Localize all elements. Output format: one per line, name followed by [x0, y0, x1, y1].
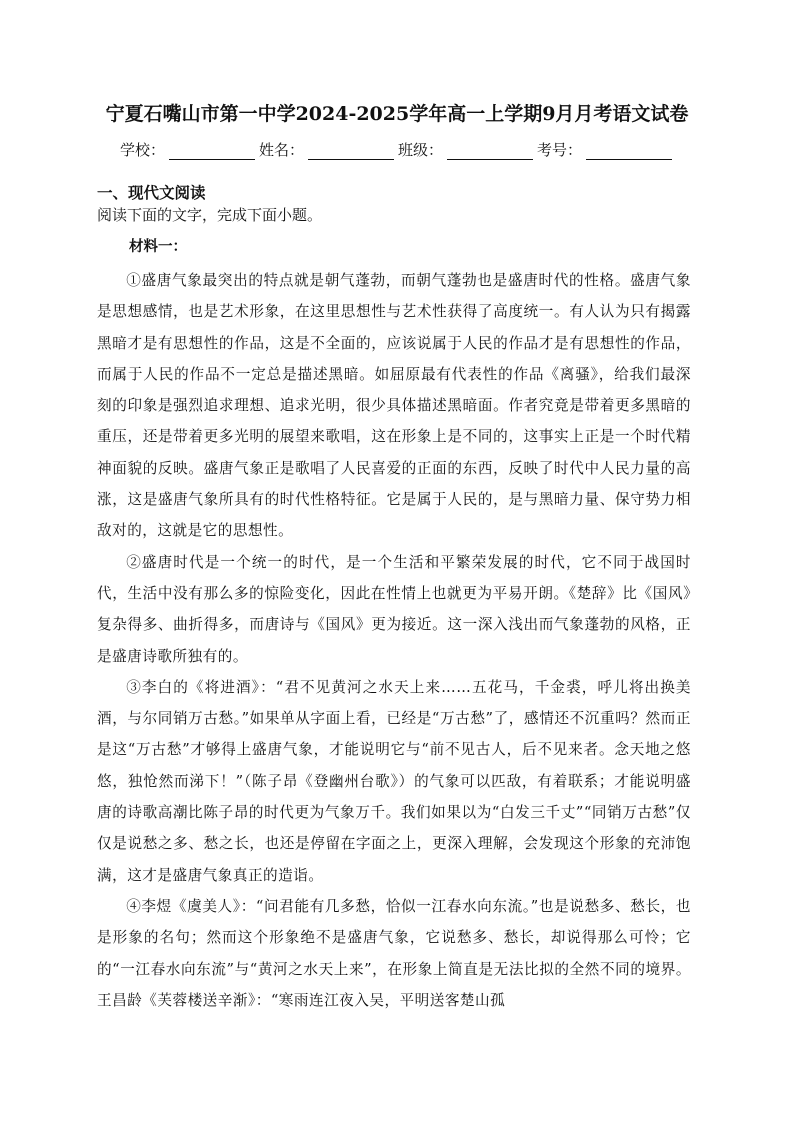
exam-number-label: 考号： [537, 141, 583, 159]
paragraph-3: ③李白的《将进酒》：“君不见黄河之水天上来……五花马，千金裘，呼儿将出换美酒，与尔同销万古愁。”如果单从字面上看，已经是“万古愁”了，感情还不沉重吗？然而正是这“万古愁”才够得上盛唐气象，才能说明它与“前不见古人，后不见来者。念天地之悠悠，独怆然而涕下！”（陈子昂《登幽州台歌》）的气象可以匹敌，有着联系；才能说明盛唐的诗歌高潮比陈子昂的时代更为气象万千。我们如果以为“白发三千丈”“同销万古愁”仅仅是说愁之多、愁之长，也还是停留在字面之上，更深入理解，会发现这个形象的充沛饱满，这才是盛唐气象真正的造诣。 [97, 678, 691, 884]
class-label: 班级： [398, 141, 444, 159]
reading-passage [97, 265, 691, 1016]
paragraph-4: ④李煜《虞美人》：“问君能有几多愁，恰似一江春水向东流。”也是说愁多、愁长，也是形象的名句；然而这个形象绝不是盛唐气象，它说愁多、愁长，却说得那么可怜；它的“一江春水向东流”与“黄河之水天上来”，在形象上简直是无法比拟的全然不同的境界。王昌龄《芙蓉楼送辛渐》：“寒雨连江夜入吴，平明送客楚山孤 [97, 897, 691, 1009]
exam-number-blank [586, 141, 672, 160]
paragraph-1: ①盛唐气象最突出的特点就是朝气蓬勃，而朝气蓬勃也是盛唐时代的性格。盛唐气象是思想感情，也是艺术形象，在这里思想性与艺术性获得了高度统一。有人认为只有揭露黑暗才是有思想性的作品，这是不全面的，应该说属于人民的作品才是有思想性的作品，而属于人民的作品不一定总是描述黑暗。如屈原最有代表性的作品《离骚》，给我们最深刻的印象是强烈追求理想、追求光明，很少具体描述黑暗面。作者究竟是带着更多黑暗的重压，还是带着更多光明的展望来歌唱，这在形象上是不同的，这事实上正是一个时代精神面貌的反映。盛唐气象正是歌唱了人民喜爱的正面的东西，反映了时代中人民力量的高涨，这是盛唐气象所具有的时代性格特征。它是属于人民的，是与黑暗力量、保守势力相敌对的，这就是它的思想性。 [97, 272, 691, 540]
name-blank [308, 141, 394, 160]
section-heading: 一、现代文阅读 [97, 184, 206, 202]
student-info-line [120, 134, 680, 160]
name-label: 姓名： [259, 141, 305, 159]
school-field [120, 139, 255, 160]
material-label: 材料一： [129, 239, 187, 255]
school-label: 学校： [120, 141, 166, 159]
class-field [398, 139, 533, 160]
exam-title: 宁夏石嘴山市第一中学2024-2025学年高一上学期9月月考语文试卷 [105, 103, 689, 125]
school-blank [169, 141, 255, 160]
name-field [259, 139, 394, 160]
class-blank [447, 141, 533, 160]
paragraph-2: ②盛唐时代是一个统一的时代，是一个生活和平繁荣发展的时代，它不同于战国时代，生活中没有那么多的惊险变化，因此在性情上也就更为平易开朗。《楚辞》比《国风》复杂得多、曲折得多，而唐诗与《国风》更为接近。这一深入浅出而气象蓬勃的风格，正是盛唐诗歌所独有的。 [97, 553, 691, 665]
instruction-text: 阅读下面的文字，完成下面小题。 [97, 206, 323, 224]
exam-number-field [537, 139, 672, 160]
